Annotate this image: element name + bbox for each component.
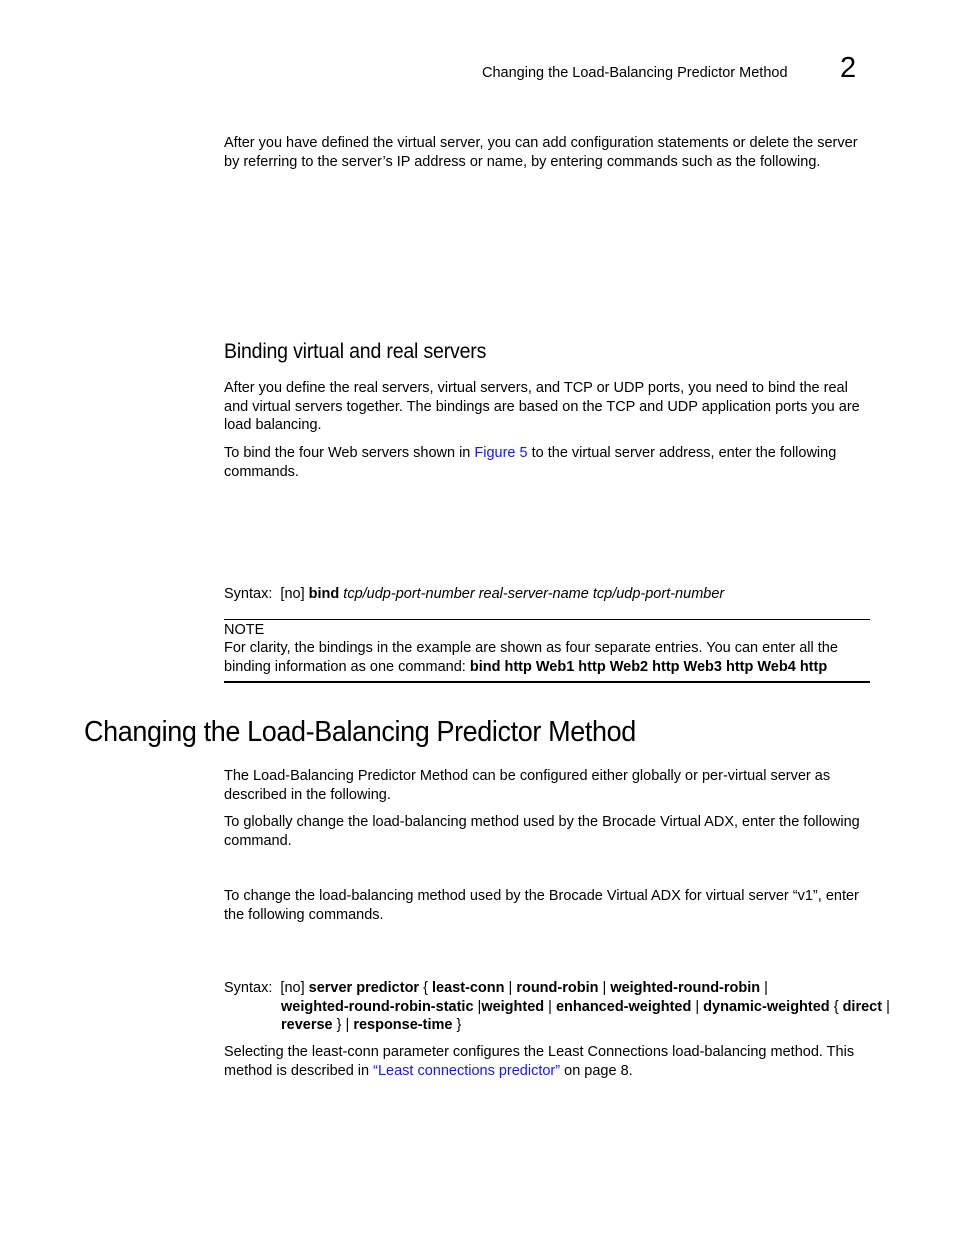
syntax-bind-keyword: bind — [308, 586, 340, 602]
syntax-no: no — [284, 586, 301, 602]
p4-text-end: on page 8. — [560, 1062, 633, 1079]
section-heading-predictor: Changing the Load-Balancing Predictor Method — [84, 716, 636, 748]
predictor-paragraph-4 — [224, 1043, 874, 1080]
predictor-syntax-line-3: reverse } | response-time } — [281, 1017, 462, 1033]
predictor-paragraph-1: The Load-Balancing Predictor Method can be configured either globally or per-virtual server as described in the following. — [224, 768, 831, 803]
least-connections-link[interactable]: “Least connections predictor” — [373, 1062, 561, 1079]
predictor-paragraph-2: To globally change the load-balancing method used by the Brocade Virtual ADX, enter the following command. — [224, 814, 860, 849]
predictor-syntax-line-1: Syntax: [no] server predictor { least-conn | round-robin | weighted-round-robin | — [224, 980, 768, 996]
syntax-option: weighted-round-robin-static — [281, 999, 474, 1015]
note-bottom-rule — [224, 681, 870, 683]
predictor-syntax-line-2: weighted-round-robin-static |weighted | enhanced-weighted | dynamic-weighted { direct | — [281, 999, 890, 1015]
binding-paragraph-2 — [224, 444, 874, 481]
note-body: For clarity, the bindings in the example are shown as four separate entries. You can enter all the binding information as one command: — [224, 640, 838, 675]
syntax-option: reverse — [281, 1017, 333, 1033]
binding-paragraph-1: After you define the real servers, virtual servers, and TCP or UDP ports, you need to bind the real and virtual servers together. The bindings are based on the TCP and UDP application ports you are load balancing. — [224, 380, 860, 434]
note-command: bind http Web1 http Web2 http Web3 http Web4 http — [469, 658, 828, 675]
p4-text-mid: parameter configures the Least Connections load-balancing method. This method is described in — [224, 1044, 855, 1079]
predictor-paragraph-3: To change the load-balancing method used by the Brocade Virtual ADX for virtual server “v1”, enter the following commands. — [224, 888, 859, 923]
syntax-option: weighted — [481, 999, 545, 1015]
figure-5-link[interactable]: Figure 5 — [474, 445, 528, 461]
intro-paragraph: After you have defined the virtual server, you can add configuration statements or delete the server by referring to the server’s IP address or name, by entering commands such as the following. — [224, 135, 858, 170]
note-text — [224, 639, 874, 676]
binding-p2-text-end: to the virtual server address, enter the following commands. — [224, 445, 837, 480]
note-top-rule — [224, 619, 870, 620]
syntax-option: weighted-round-robin — [610, 980, 761, 996]
chapter-number: 2 — [840, 52, 857, 84]
syntax-option: direct — [842, 999, 883, 1015]
binding-syntax: Syntax: [no] bind tcp/udp-port-number real-server-name tcp/udp-port-number — [224, 586, 725, 602]
syntax-option: round-robin — [516, 980, 599, 996]
binding-p2-text: To bind the four Web servers shown in — [224, 445, 475, 461]
section-heading-binding: Binding virtual and real servers — [224, 340, 487, 363]
syntax-command: server predictor — [308, 980, 420, 996]
running-header-title: Changing the Load-Balancing Predictor Method — [482, 65, 788, 81]
syntax-args: tcp/udp-port-number real-server-name tcp/udp-port-number — [343, 586, 725, 602]
syntax-label: Syntax: — [224, 980, 273, 996]
note-label: NOTE — [224, 622, 265, 638]
syntax-option: response-time — [353, 1017, 453, 1033]
p4-text: Selecting the — [224, 1044, 312, 1060]
syntax-option: dynamic-weighted — [703, 999, 830, 1015]
syntax-no: no — [284, 980, 301, 996]
syntax-option: least-conn — [431, 980, 505, 996]
syntax-label: Syntax: — [224, 586, 273, 602]
syntax-option: enhanced-weighted — [555, 999, 692, 1015]
p4-keyword: least-conn — [311, 1044, 379, 1060]
